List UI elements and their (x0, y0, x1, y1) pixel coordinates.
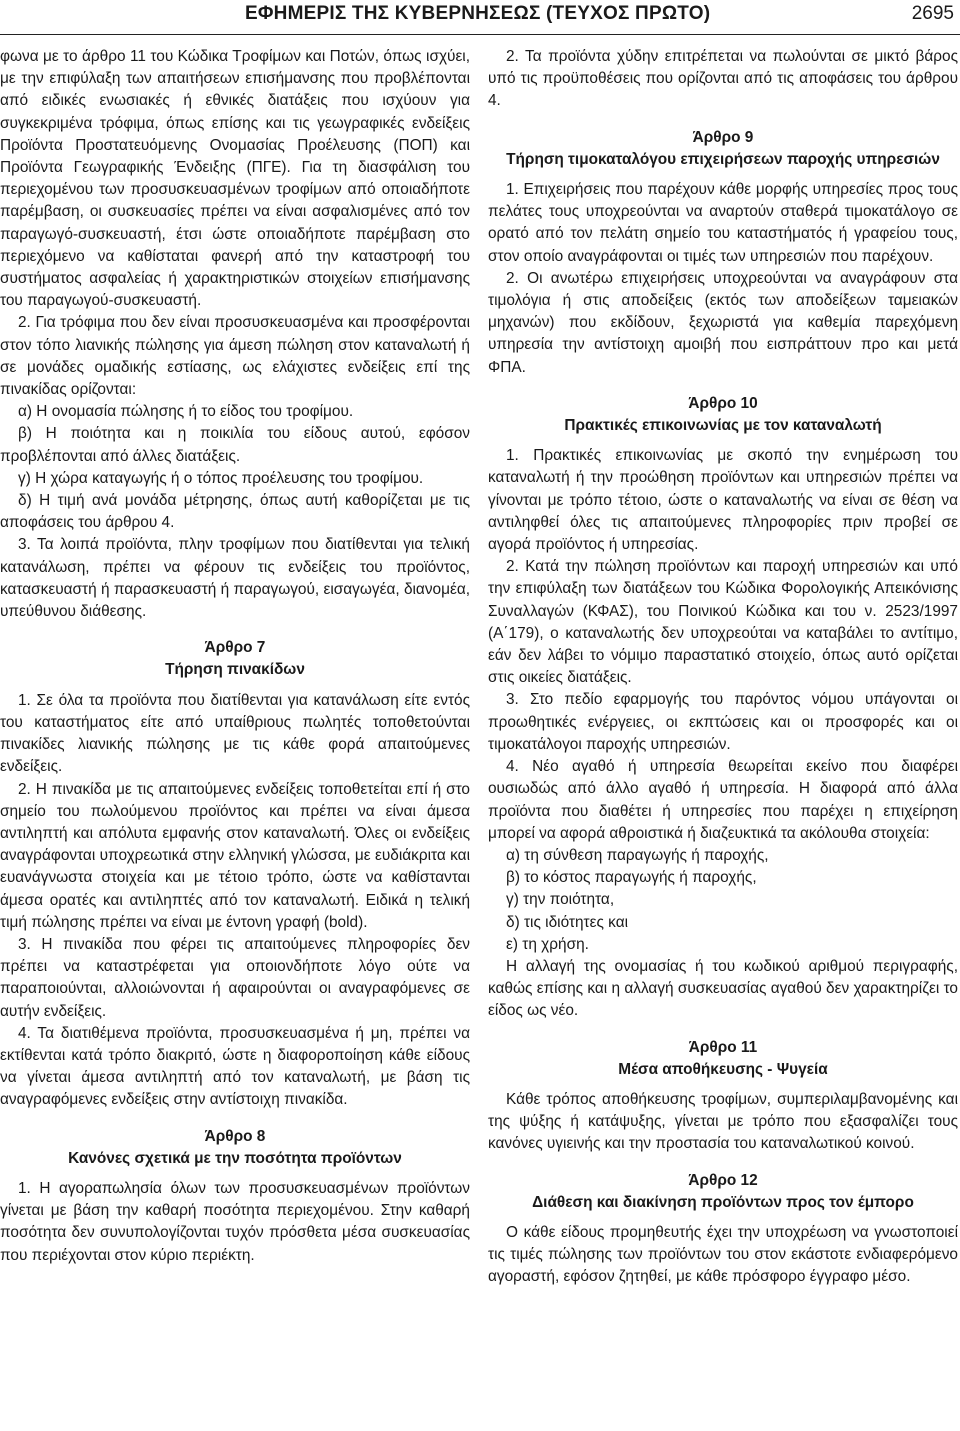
article-heading (0, 637, 470, 681)
list-item: γ) την ποιότητα, (506, 891, 615, 909)
article-title: Κανόνες σχετικά με την ποσότητα προϊόντων (68, 1149, 402, 1167)
paragraph: 1. Πρακτικές επικοινωνίας με σκοπό την ενημέρωση του καταναλωτή ή την προώθηση προϊόντων και υπηρεσιών πρέπει να γίνονται με τρόπο τέτοιο, ώστε ο καταναλωτής να είναι σε θέση να αντιληφθεί όλες τις απαιτούμενες πληροφορίες πριν προβεί σε αγορά προϊόντος ή υπηρεσίας. (488, 447, 958, 554)
paragraph: 1. Σε όλα τα προϊόντα που διατίθενται για κατανάλωση είτε εντός του καταστήματος είτε από υπαίθριους πωλητές τοποθετούνται πινακίδες λιανικής πώλησης με τις κάθε φορά απαιτούμενες ενδείξεις. (0, 691, 470, 776)
page-header (0, 0, 960, 35)
paragraph: φωνα με το άρθρο 11 του Κώδικα Τροφίμων και Ποτών, όπως ισχύει, με την επιφύλαξη των απαιτήσεων επισήμανσης που προβλέπονται από ειδικές ενωσιακές ή εθνικές διατάξεις που ισχύουν για συγκεκριμένα τρόφιμα, όπως επίσης και τις γεωγραφικές ενδείξεις Προϊόντα Προστατευόμενης Ονομασίας Προέλευσης (ΠΟΠ) και Προϊόντα Γεωγραφικής Ένδειξης (ΠΓΕ). Για τη διασφάλιση του περιεχομένου των προσυσκευασμένων τροφίμων από οποιαδήποτε παρέμβαση, οι συσκευασίες πρέπει να είναι ασφαλισμένες από τον παραγωγό-συσκευαστή, έτσι ώστε οποιαδήποτε παρέμβαση στο περιεχόμενο να καθίσταται φανερή από την καταστροφή του συστήματος ασφαλείας ή χαρακτηριστικών στοιχείων επισήμανσης του παραγωγού-συσκευαστή. (0, 48, 470, 310)
list-item: δ) Η τιμή ανά μονάδα μέτρησης, όπως αυτή καθορίζεται με τις αποφάσεις του άρθρου 4. (0, 492, 470, 532)
article-title: Πρακτικές επικοινωνίας με τον καταναλωτή (564, 417, 882, 435)
paragraph: Κάθε τρόπος αποθήκευσης τροφίμων, συμπεριλαμβανομένης και της ψύξης ή κατάψυξης, γίνεται με τρόπο που εξασφαλίζει τους κανόνες υγιεινής και την προστασία του καταναλωτικού κοινού. (488, 1090, 958, 1153)
paragraph: 4. Τα διατιθέμενα προϊόντα, προσυσκευασμένα ή μη, πρέπει να εκτίθενται κατά τρόπο διακριτό, ώστε η διαφοροποίηση κάθε είδους να γίνεται άμεσα αντιληπτή από τον καταναλωτή, με βάση τις αναγραφόμενες ενδείξεις στην αντίστοιχη πινακίδα. (0, 1024, 470, 1109)
paragraph: 2. Η πινακίδα με τις απαιτούμενες ενδείξεις τοποθετείται επί ή στο σημείο του πωλούμενου προϊόντος και πρέπει να είναι άμεσα αντιληπτή και απόλυτα εμφανής στον καταναλωτή. Όλες οι ενδείξεις αναγράφονται υποχρεωτικά στην ελληνική γλώσσα, με ευδιάκριτα και ευανάγνωστα στοιχεία και με τέτοιο τρόπο, ώστε να καθίστανται άμεσα ορατές και αντιληπτές από τον καταναλωτή. Ειδικά η τελική τιμή πώλησης πρέπει να είναι με έντονη γραφή (bold). (0, 780, 470, 931)
article-number: Άρθρο 8 (204, 1127, 266, 1145)
left-column (0, 46, 470, 1267)
list-item: β) το κόστος παραγωγής ή παροχής, (506, 869, 757, 887)
article-title: Μέσα αποθήκευσης - Ψυγεία (618, 1060, 828, 1078)
list-item: ε) τη χρήση. (506, 935, 589, 953)
paragraph: 3. Στο πεδίο εφαρμογής του παρόντος νόμου υπάγονται οι προωθητικές ενέργειες, οι εκπτώσεις και οι προσφορές και οι τιμοκατάλογοι παροχής υπηρεσιών. (488, 691, 958, 753)
paragraph: 2. Τα προϊόντα χύδην επιτρέπεται να πωλούνται σε μικτό βάρος υπό τις προϋποθέσεις που ορίζονται από τις αποφάσεις του άρθρου 4. (488, 48, 958, 110)
list-item: β) Η ποιότητα και η ποικιλία του είδους αυτού, εφόσον προβλέπονται από άλλες διατάξεις. (0, 425, 470, 465)
list-item: δ) τις ιδιότητες και (506, 913, 629, 931)
paragraph: 1. Επιχειρήσεις που παρέχουν κάθε μορφής υπηρεσίες προς τους πελάτες τους υποχρεούνται να αναρτούν σταθερά τιμοκατάλογο σε ορατό από τον πελάτη σημείο του καταστήματός ή γραφείου τους, στον οποίο αναγράφονται οι τιμές των υπηρεσιών που παρέχουν. (488, 181, 958, 265)
article-heading (488, 1170, 958, 1214)
article-heading (488, 1037, 958, 1081)
gazette-title: ΕΦΗΜΕΡΙΣ ΤΗΣ ΚΥΒΕΡΝΗΣΕΩΣ (ΤΕΥΧΟΣ ΠΡΩΤΟ) (245, 3, 711, 24)
paragraph: 3. Τα λοιπά προϊόντα, πλην τροφίμων που διατίθενται για τελική κατανάλωση, πρέπει να φέρουν τις ενδείξεις του προϊόντος, κατασκευαστή ή παρασκευαστή ή παραγωγού, εισαγωγέα, διανομέα, υπεύθυνου διάθεσης. (0, 536, 470, 621)
article-number: Άρθρο 12 (688, 1171, 758, 1189)
paragraph: 3. Η πινακίδα που φέρει τις απαιτούμενες πληροφορίες δεν πρέπει να καταστρέφεται για οποιονδήποτε λόγο ούτε να παραποιούνται, αλλοιώνονται ή αφαιρούνται οι αναγραφόμενες σε αυτήν ενδείξεις. (0, 935, 470, 1020)
article-number: Άρθρο 11 (688, 1038, 758, 1056)
paragraph: Ο κάθε είδους προμηθευτής έχει την υποχρέωση να γνωστοποιεί τις τιμές πώλησης των προϊόντων του στον εκάστοτε ενδιαφερόμενο αγοραστή, εφόσον ζητηθεί, με κάθε πρόσφορο έγγραφο μέσο. (488, 1223, 958, 1286)
list-item: α) τη σύνθεση παραγωγής ή παροχής, (506, 846, 769, 864)
paragraph: 2. Κατά την πώληση προϊόντων και παροχή υπηρεσιών και υπό την επιφύλαξη των διατάξεων του Κώδικα Φορολογικής Απεικόνισης Συναλλαγών (ΚΦΑΣ), του Ποινικού Κώδικα και του ν. 2523/1997 (Α΄179), ο καταναλωτής δεν υποχρεούται να καταβάλει το αντίτιμο, εάν δεν λάβει το νόμιμο παραστατικό στοιχείο, όπως αυτό ορίζεται στις οικείες διατάξεις. (488, 558, 958, 687)
article-number: Άρθρο 9 (692, 128, 754, 146)
article-number: Άρθρο 7 (204, 639, 266, 657)
article-number: Άρθρο 10 (688, 394, 758, 412)
article-heading (488, 127, 958, 171)
paragraph: 4. Νέο αγαθό ή υπηρεσία θεωρείται εκείνο που διαφέρει ουσιωδώς από άλλο αγαθό ή υπηρεσία. Η διαφορά από άλλα προϊόντα που διαθέτει ή υπηρεσίες που παρέχει η επιχείρηση μπορεί να αφορά αθροιστικά ή διαζευκτικά τα ακόλουθα στοιχεία: (488, 758, 958, 842)
right-column (488, 46, 958, 1289)
article-title: Τήρηση πινακίδων (165, 661, 305, 679)
article-heading (488, 393, 958, 437)
paragraph: 2. Οι ανωτέρω επιχειρήσεις υποχρεούνται να αναγράφουν στα τιμολόγια ή στις αποδείξεις (εκτός των αποδείξεων ταμειακών μηχανών) που εκδίδουν, ξεχωριστά για καθεμία παρεχόμενη υπηρεσία την αντίστοιχη αμοιβή που εισπράττουν προ και μετά ΦΠΑ. (488, 269, 958, 376)
article-heading (0, 1126, 470, 1170)
paragraph: Η αλλαγή της ονομασίας ή του κωδικού αριθμού περιγραφής, καθώς επίσης και η αλλαγή συσκευασίας αγαθού δεν χαρακτηρίζει το είδος ως νέο. (488, 957, 958, 1020)
paragraph: 2. Για τρόφιμα που δεν είναι προσυσκευασμένα και προσφέρονται στον τόπο λιανικής πώλησης για άμεση πώληση στον καταναλωτή ή σε μονάδες ομαδικής εστίασης, ως ελάχιστες ενδείξεις επί της πινακίδας ορίζονται: (0, 314, 470, 399)
article-title: Τήρηση τιμοκαταλόγου επιχειρήσεων παροχής υπηρεσιών (506, 150, 940, 168)
list-item: α) Η ονομασία πώλησης ή το είδος του τροφίμου. (18, 403, 354, 421)
article-title: Διάθεση και διακίνηση προϊόντων προς τον έμπορο (532, 1193, 914, 1211)
paragraph: 1. Η αγοραπωλησία όλων των προσυσκευασμένων προϊόντων γίνεται με βάση την καθαρή ποσότητα περιεχομένου. Στην καθαρή ποσότητα δεν συνυπολογίζονται τυχόν πρόσθετα μέσα συσκευασίας που περιέχονται στον κύριο περιέκτη. (0, 1179, 470, 1264)
list-item: γ) Η χώρα καταγωγής ή ο τόπος προέλευσης του τροφίμου. (18, 469, 424, 487)
page-number: 2695 (911, 3, 954, 24)
